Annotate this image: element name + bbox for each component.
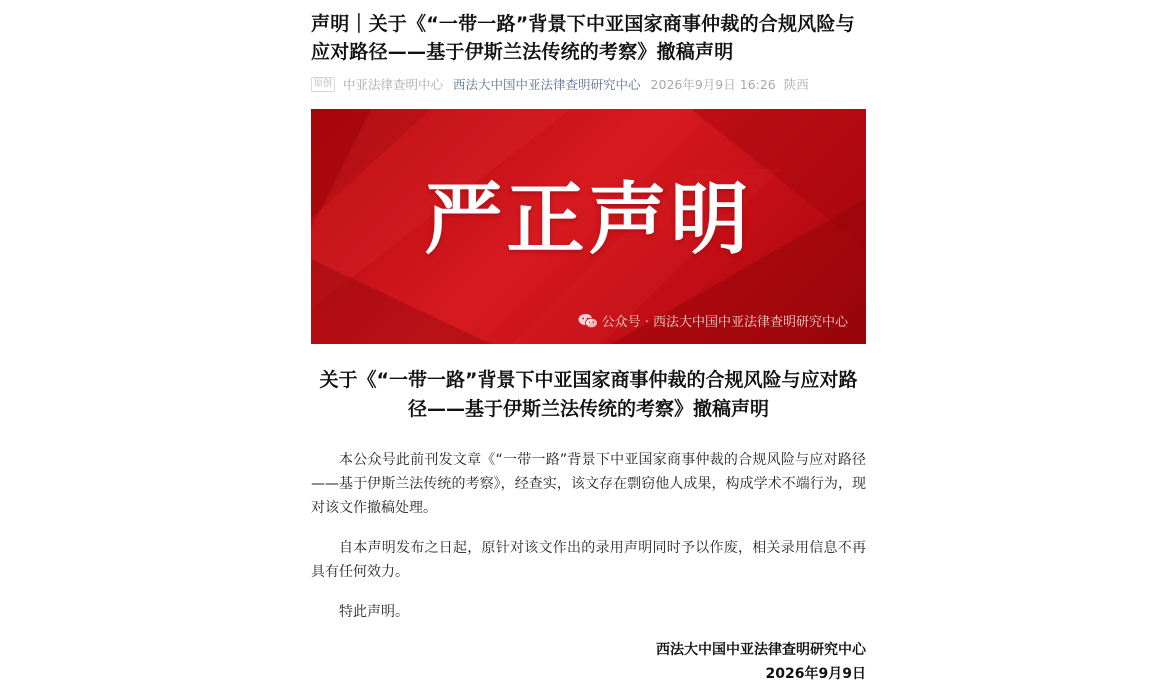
signature-org: 西法大中国中亚法律查明研究中心 <box>656 642 866 658</box>
watermark-text: 公众号 · 西法大中国中亚法律查明研究中心 <box>601 315 848 330</box>
original-tag: 原创 <box>311 77 335 92</box>
banner-watermark <box>578 311 848 330</box>
wechat-icon <box>578 313 598 329</box>
publish-region: 陕西 <box>783 77 809 92</box>
paragraph-1: 本公众号此前刊发文章《“一带一路”背景下中亚国家商事仲裁的合规风险与应对路径——基于伊斯兰法传统的考察》，经查实，该文存在剽窃他人成果，构成学术不端行为，现对该文作撤稿处理。 <box>311 452 866 516</box>
account-link[interactable]: 西法大中国中亚法律查明研究中心 <box>453 77 641 92</box>
banner-image <box>311 109 866 344</box>
article-container <box>311 0 866 686</box>
page-title: 声明｜关于《“一带一路”背景下中亚国家商事仲裁的合规风险与应对路径——基于伊斯兰法传统的考察》撤稿声明 <box>311 13 855 63</box>
article-title: 关于《“一带一路”背景下中亚国家商事仲裁的合规风险与应对路径——基于伊斯兰法传统的考察》撤稿声明 <box>319 369 858 420</box>
banner-heading: 严正声明 <box>424 175 753 265</box>
paragraph-2: 自本声明发布之日起，原针对该文作出的录用声明同时予以作废，相关录用信息不再具有任何效力。 <box>311 540 866 580</box>
signature-date: 2026年9月9日 <box>765 666 866 682</box>
publish-date: 2026年9月9日 16:26 <box>650 77 776 92</box>
paragraph-3: 特此声明。 <box>339 604 409 620</box>
author-name: 中亚法律查明中心 <box>343 77 444 92</box>
signature-block <box>311 638 866 686</box>
article-meta <box>311 74 866 94</box>
